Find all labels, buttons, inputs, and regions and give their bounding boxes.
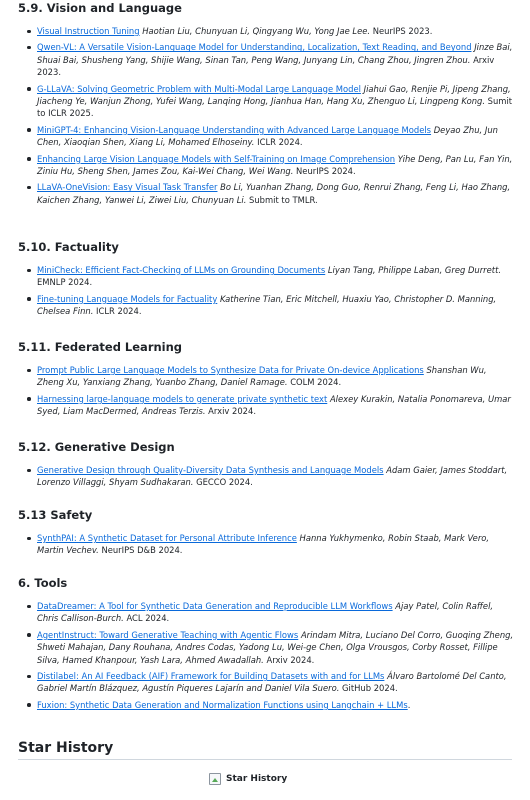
section-safety [0,508,530,557]
venue: ACL 2024. [123,613,170,624]
section-heading: 5.10. Factuality [18,240,119,254]
reference-list [0,600,530,711]
reference-list [0,364,530,418]
paper-link[interactable]: Qwen-VL: A Versatile Vision-Language Model for Understanding, Localization, Text Reading, and Beyond [37,42,472,53]
venue: . [407,699,411,710]
venue: Arxiv 2023. [37,54,495,78]
paper-link[interactable]: Visual Instruction Tuning [37,26,140,36]
authors: Hanna Yukhymenko, Robin Staab, Mark Vero, Martin Vechev. [37,533,490,556]
paper-link[interactable]: MiniCheck: Efficient Fact-Checking of LLMs on Grounding Documents [37,265,326,275]
paper-link[interactable]: Fine-tuning Language Models for Factuality [37,293,218,304]
venue: NeurIPS 2023. [370,26,433,36]
section-heading: 6. Tools [18,576,68,590]
venue: NeurIPS 2024. [293,166,356,177]
venue: Arxiv 2024. [205,406,257,417]
list-item [0,83,530,120]
venue: GECCO 2024. [193,477,253,488]
section-vision-language [0,1,530,206]
list-item [0,699,530,711]
list-item [0,464,530,489]
section-factuality [0,240,530,318]
list-item [0,532,530,557]
section-heading: 5.11. Federated Learning [18,340,183,354]
authors: Deyao Zhu, Jun Chen, Xiaoqian Shen, Xiang Li, Mohamed Elhoseiny. [37,124,498,148]
authors: Jinze Bai, Shuai Bai, Shusheng Yang, Shijie Wang, Sinan Tan, Peng Wang, Junyang Lin, Chang Zhou, Jingren Zhou. [37,42,513,65]
section-tools [0,576,530,711]
reference-list [0,464,530,489]
paper-link[interactable]: SynthPAI: A Synthetic Dataset for Personal Attribute Inference [37,533,297,543]
authors: Jiahui Gao, Renjie Pi, Jipeng Zhang, Jiacheng Ye, Wanjun Zhong, Yufei Wang, Lanqing Hong, Jianhua Han, Hang Xu, Zhenguo Li, Lingpeng Kong. [37,83,511,107]
authors: Haotian Liu, Chunyuan Li, Qingyang Wu, Yong Jae Lee. [142,26,371,36]
paper-link[interactable]: LLaVA-OneVision: Easy Visual Task Transfer [37,182,218,193]
list-item [0,600,530,625]
list-item [0,181,530,206]
section-heading: 5.13 Safety [18,508,93,522]
paper-link[interactable]: Generative Design through Quality-Diversity Data Synthesis and Language Models [37,465,384,475]
paper-link[interactable]: MiniGPT-4: Enhancing Vision-Language Understanding with Advanced Large Language Models [37,124,432,135]
reference-list [0,25,530,206]
star-history-image[interactable] [209,773,287,785]
venue: Sumit to ICLR 2025. [37,96,513,119]
authors: Liyan Tang, Philippe Laban, Greg Durrett. [327,265,502,275]
authors: Bo Li, Yuanhan Zhang, Dong Guo, Renrui Zhang, Feng Li, Hao Zhang, Kaichen Zhang, Yanwei Li, Ziwei Liu, Chunyuan Li. [37,182,511,205]
paper-link[interactable]: AgentInstruct: Toward Generative Teaching with Agentic Flows [37,629,299,640]
authors: Yihe Deng, Pan Lu, Fan Yin, Ziniu Hu, Sheng Shen, James Zou, Kai-Wei Chang, Wei Wang. [37,153,513,177]
section-generative-design [0,440,530,489]
authors: Shanshan Wu, Zheng Xu, Yanxiang Zhang, Yuanbo Zhang, Daniel Ramage. [37,365,487,388]
list-item [0,364,530,389]
venue: EMNLP 2024. [37,277,93,288]
list-item [0,41,530,78]
venue: Submit to TMLR. [246,194,318,205]
paper-link[interactable]: DataDreamer: A Tool for Synthetic Data Generation and Reproducible LLM Workflows [37,601,393,611]
reference-list [0,264,530,318]
venue: GitHub 2024. [339,683,398,694]
section-heading: 5.9. Vision and Language [18,1,182,15]
list-item [0,124,530,149]
list-item [0,153,530,178]
list-item [0,629,530,666]
venue: Arxiv 2024. [263,654,315,665]
venue: ICLR 2024. [93,306,142,317]
paper-link[interactable]: Harnessing large-language models to generate private synthetic text [37,393,328,404]
list-item [0,670,530,695]
list-item [0,25,530,37]
venue: COLM 2024. [287,377,342,388]
heading-divider [18,759,512,760]
broken-image-icon [209,773,221,785]
authors: Ajay Patel, Colin Raffel, Chris Callison-Burch. [37,601,494,624]
star-history-heading: Star History [18,740,114,756]
section-heading: 5.12. Generative Design [18,440,175,454]
venue: ICLR 2024. [254,137,303,148]
authors: Alexey Kurakin, Natalia Ponomareva, Umar Syed, Liam MacDermed, Andreas Terzis. [37,393,511,417]
paper-link[interactable]: Distilabel: An AI Feedback (AIF) Framework for Building Datasets with and for LLMs [37,671,385,682]
authors: Katherine Tian, Eric Mitchell, Huaxiu Yao, Christopher D. Manning, Chelsea Finn. [37,293,497,317]
authors: Álvaro Bartolomé Del Canto, Gabriel Martín Blázquez, Agustín Piqueres Lajarín and Daniel Vila Suero. [37,671,507,694]
paper-link[interactable]: G-LLaVA: Solving Geometric Problem with Multi-Modal Large Language Model [37,83,361,94]
star-history-image-alt: Star History [226,774,288,784]
authors: Adam Gaier, James Stoddart, Lorenzo Villaggi, Shyam Sudhakaran. [37,465,508,488]
paper-link[interactable]: Prompt Public Large Language Models to Synthesize Data for Private On-device Applications [37,365,424,375]
reference-list [0,532,530,557]
list-item [0,264,530,289]
venue: NeurIPS D&B 2024. [98,545,183,556]
section-federated-learning [0,340,530,418]
paper-link[interactable]: Enhancing Large Vision Language Models with Self-Training on Image Comprehension [37,153,396,164]
paper-link[interactable]: Fuxion: Synthetic Data Generation and Normalization Functions using Langchain + LLMs [37,699,408,710]
list-item [0,293,530,318]
list-item [0,393,530,418]
authors: Arindam Mitra, Luciano Del Corro, Guoqing Zheng, Shweti Mahajan, Dany Rouhana, Andres Codas, Yadong Lu, Wei-ge Chen, Olga Vrousgos, Corby Rosset, Fillipe Silva, Hamed Khanpour, Yash Lara, Ahmed Awadallah. [37,629,514,665]
